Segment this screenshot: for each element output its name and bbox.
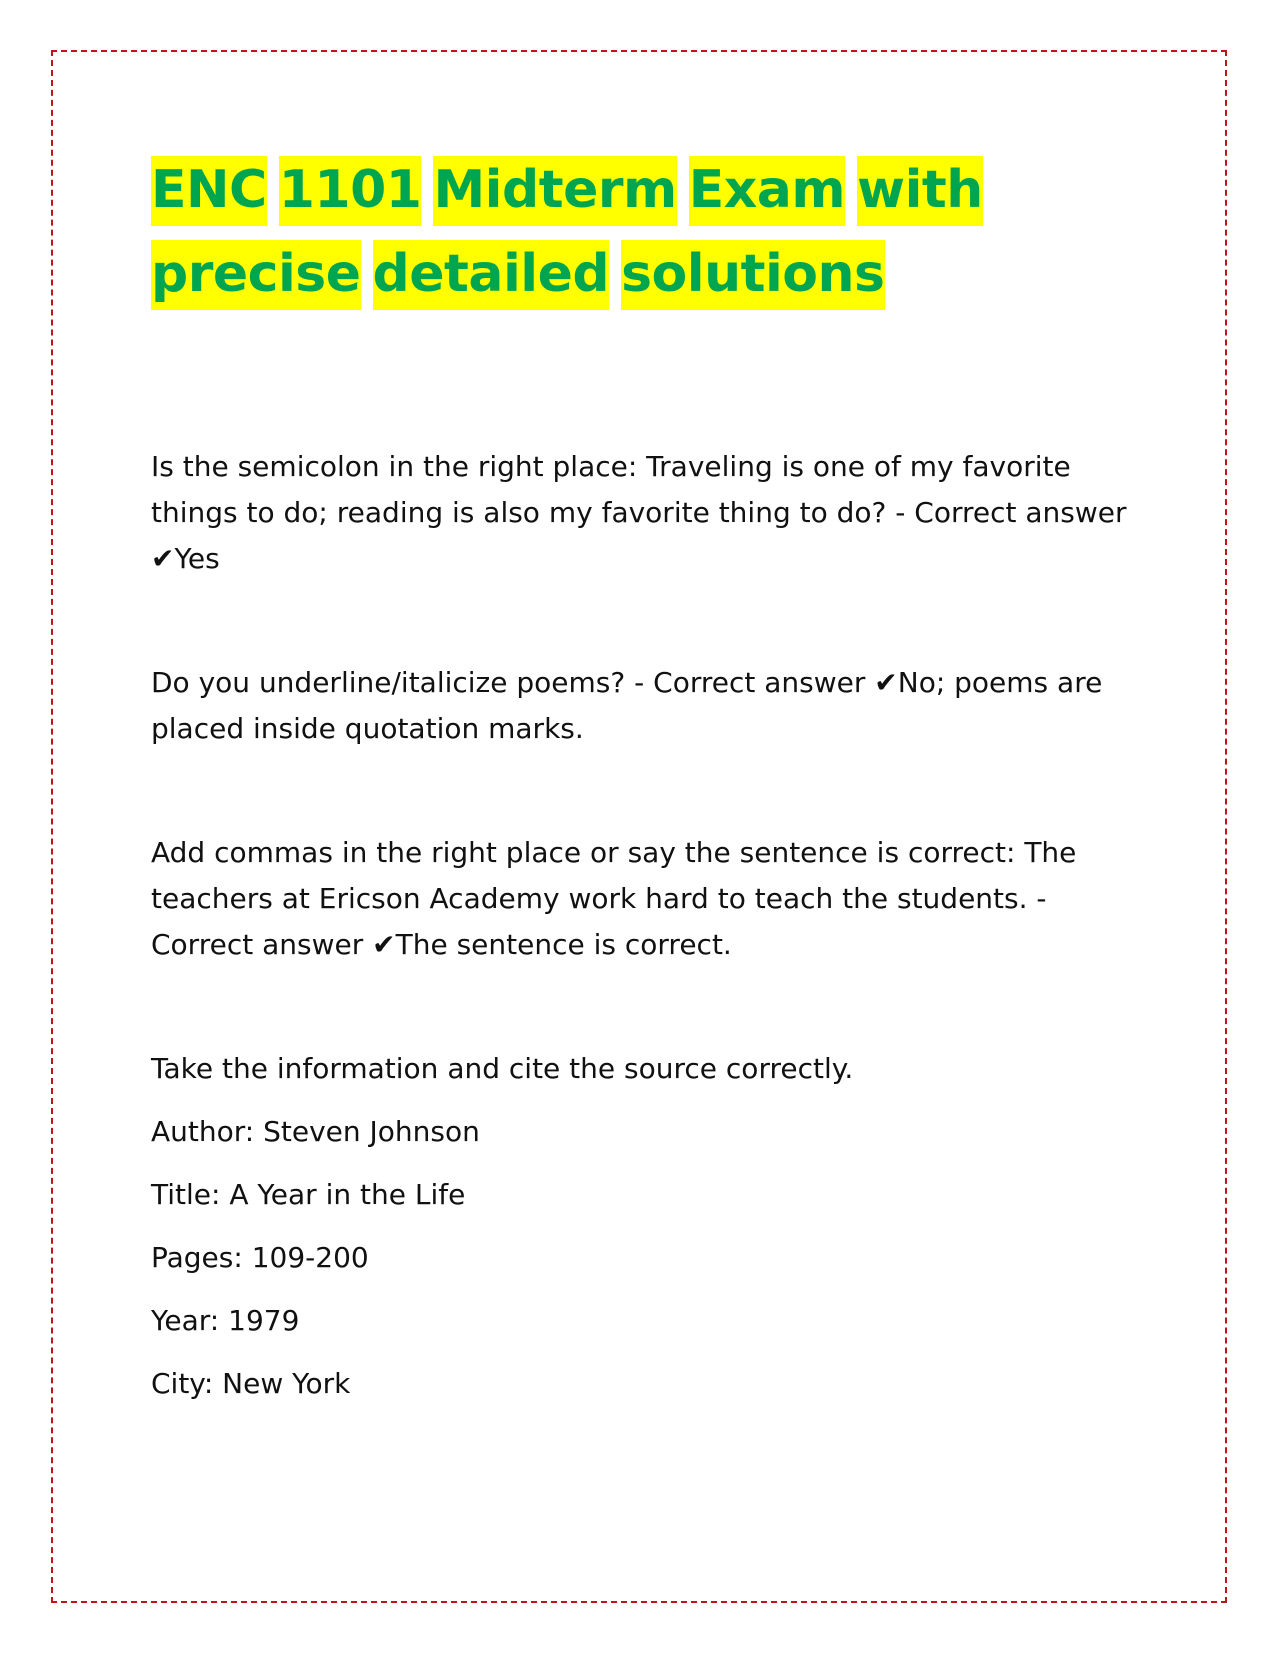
answer-text: ✔Yes [151,542,220,575]
citation-title: Title: A Year in the Life [151,1178,466,1211]
document-title [151,148,1151,316]
title-word: detailed [373,240,610,310]
citation-city: City: New York [151,1367,351,1400]
citation-prompt: Take the information and cite the source correctly. [151,1052,854,1085]
question-text: Add commas in the right place or say the sentence is correct: The teachers at Ericson Academy work hard to teach the students. - Correct answer [151,836,1077,961]
citation-year: Year: 1979 [151,1304,300,1337]
citation-pages: Pages: 109-200 [151,1241,369,1274]
title-word: Exam [689,156,845,226]
citation-author: Author: Steven Johnson [151,1115,480,1148]
title-word: precise [151,240,361,310]
title-word: ENC [151,156,267,226]
qa-item [151,660,1151,752]
title-word: with [857,156,983,226]
title-word: 1101 [279,156,422,226]
qa-item [151,830,1151,968]
question-text: Do you underline/italicize poems? - Correct answer [151,666,866,699]
title-word: solutions [621,240,884,310]
question-text: Is the semicolon in the right place: Traveling is one of my favorite things to do; reading is also my favorite thing to do? - Correct answer [151,450,1127,529]
answer-text: ✔The sentence is correct. [372,928,732,961]
title-word: Midterm [433,156,676,226]
answer-text: ✔No; poems are placed inside quotation marks. [151,666,1103,745]
qa-item [151,444,1151,582]
document-content [151,148,1151,1407]
